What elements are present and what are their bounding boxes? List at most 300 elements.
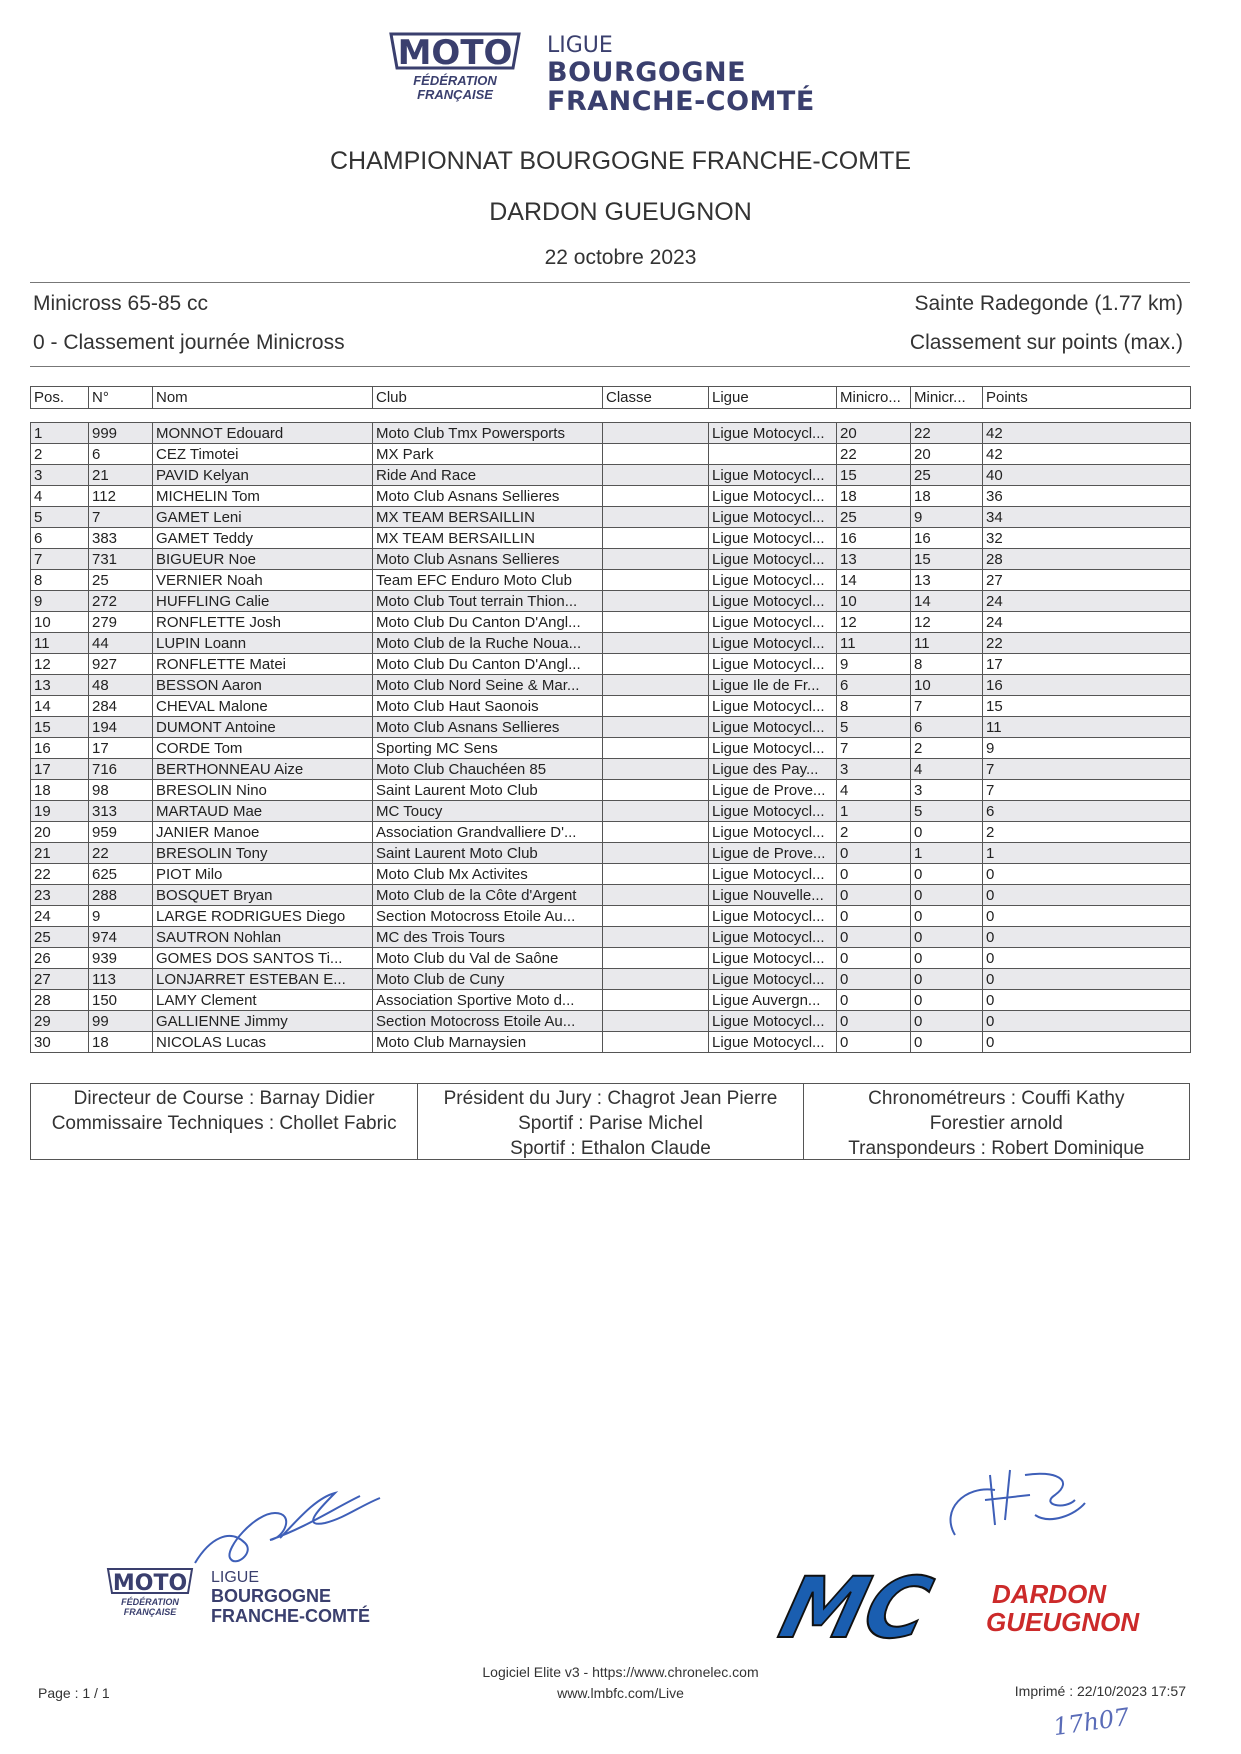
table-cell: Ligue Motocycl... (709, 591, 837, 612)
table-cell: 14 (31, 696, 89, 717)
table-cell: PAVID Kelyan (153, 465, 373, 486)
table-header-row (31, 387, 1191, 409)
handwritten-time-note: 17h07 (1051, 1702, 1132, 1742)
table-cell: MC Toucy (373, 801, 603, 822)
table-cell: 0 (837, 1011, 911, 1032)
table-cell: 13 (837, 549, 911, 570)
table-cell: 22 (983, 633, 1191, 654)
table-cell: LAMY Clement (153, 990, 373, 1011)
table-cell: Moto Club Mx Activites (373, 864, 603, 885)
table-cell: 0 (837, 885, 911, 906)
officials-box (30, 1083, 1190, 1160)
signature-left-icon (185, 1468, 385, 1578)
officials-course (31, 1084, 418, 1159)
divider-bottom (30, 366, 1190, 367)
table-cell: 10 (911, 675, 983, 696)
ligue-line2: BOURGOGNE (547, 57, 747, 88)
table-cell: 0 (983, 864, 1191, 885)
table-cell (603, 507, 709, 528)
table-row (31, 675, 1191, 696)
table-cell: 927 (89, 654, 153, 675)
table-cell: MICHELIN Tom (153, 486, 373, 507)
table-cell: 25 (837, 507, 911, 528)
table-cell: BESSON Aaron (153, 675, 373, 696)
table-cell (603, 1032, 709, 1053)
table-cell (603, 696, 709, 717)
table-cell: Ligue Nouvelle... (709, 885, 837, 906)
table-cell: Ligue Motocycl... (709, 654, 837, 675)
table-cell: 42 (983, 423, 1191, 444)
table-cell: 42 (983, 444, 1191, 465)
table-cell: BIGUEUR Noe (153, 549, 373, 570)
mc-dardon-gueugnon-logo (770, 1560, 1140, 1658)
table-cell: 272 (89, 591, 153, 612)
table-cell: Sporting MC Sens (373, 738, 603, 759)
table-cell: 0 (911, 864, 983, 885)
table-cell: 9 (31, 591, 89, 612)
ligue-name-small (211, 1569, 370, 1626)
table-cell: Moto Club de la Ruche Noua... (373, 633, 603, 654)
table-cell: 731 (89, 549, 153, 570)
table-cell: BOSQUET Bryan (153, 885, 373, 906)
ligue-line3: FRANCHE-COMTÉ (547, 86, 815, 117)
table-cell: MC des Trois Tours (373, 927, 603, 948)
table-cell: Ligue Motocycl... (709, 1032, 837, 1053)
table-cell: Ligue Motocycl... (709, 927, 837, 948)
table-row (31, 654, 1191, 675)
table-cell: 17 (31, 759, 89, 780)
classification-label: 0 - Classement journée Minicross (33, 331, 345, 354)
table-cell: Moto Club Tmx Powersports (373, 423, 603, 444)
table-cell: Ligue Motocycl... (709, 633, 837, 654)
table-cell: Moto Club de Cuny (373, 969, 603, 990)
table-cell: 0 (983, 885, 1191, 906)
table-cell: 22 (837, 444, 911, 465)
table-cell: CHEVAL Malone (153, 696, 373, 717)
table-row (31, 759, 1191, 780)
moto-wordmark-small-icon (105, 1567, 195, 1595)
table-row (31, 528, 1191, 549)
divider-top (30, 282, 1190, 283)
table-cell: RONFLETTE Matei (153, 654, 373, 675)
table-cell: 27 (31, 969, 89, 990)
table-cell: 15 (31, 717, 89, 738)
table-cell: Ligue Motocycl... (709, 696, 837, 717)
table-row (31, 948, 1191, 969)
table-cell: MX Park (373, 444, 603, 465)
table-cell: 20 (31, 822, 89, 843)
table-cell: 11 (837, 633, 911, 654)
table-cell: 113 (89, 969, 153, 990)
table-cell: RONFLETTE Josh (153, 612, 373, 633)
table-cell: 18 (911, 486, 983, 507)
table-cell: 7 (983, 780, 1191, 801)
table-cell (603, 990, 709, 1011)
table-cell: Ligue Motocycl... (709, 507, 837, 528)
table-cell: 16 (31, 738, 89, 759)
table-cell: 98 (89, 780, 153, 801)
officials-jury (418, 1084, 803, 1159)
moto-wordmark-icon (385, 30, 525, 72)
table-cell: 6 (983, 801, 1191, 822)
table-cell (603, 612, 709, 633)
table-cell: 34 (983, 507, 1191, 528)
table-cell: 9 (89, 906, 153, 927)
table-cell: 0 (837, 990, 911, 1011)
table-cell (603, 906, 709, 927)
table-cell: Ligue Motocycl... (709, 738, 837, 759)
table-cell: Moto Club Haut Saonois (373, 696, 603, 717)
federation-small-line1: FÉDÉRATION (121, 1597, 179, 1607)
column-header: Points (983, 387, 1191, 409)
table-cell (603, 864, 709, 885)
table-cell: 15 (983, 696, 1191, 717)
table-cell: 23 (31, 885, 89, 906)
table-cell: 625 (89, 864, 153, 885)
table-cell: 3 (911, 780, 983, 801)
table-cell: Ligue Ile de Fr... (709, 675, 837, 696)
table-row (31, 486, 1191, 507)
table-cell: Ligue Motocycl... (709, 906, 837, 927)
table-cell: 0 (983, 927, 1191, 948)
table-cell: 9 (911, 507, 983, 528)
official-line: Président du Jury : Chagrot Jean Pierre (443, 1088, 778, 1109)
table-cell: 48 (89, 675, 153, 696)
table-cell: 0 (837, 927, 911, 948)
table-cell: 36 (983, 486, 1191, 507)
table-cell: Ligue de Prove... (709, 780, 837, 801)
table-cell (603, 738, 709, 759)
table-row (31, 465, 1191, 486)
column-header: Minicr... (911, 387, 983, 409)
table-cell: 10 (31, 612, 89, 633)
table-cell (603, 801, 709, 822)
table-cell: SAUTRON Nohlan (153, 927, 373, 948)
table-cell: 959 (89, 822, 153, 843)
official-line: Sportif : Parise Michel (518, 1113, 703, 1134)
svg-text:MOTO: MOTO (397, 33, 513, 73)
table-cell: 0 (983, 948, 1191, 969)
table-cell: 25 (911, 465, 983, 486)
table-cell: 30 (31, 1032, 89, 1053)
table-cell (603, 591, 709, 612)
table-cell: LUPIN Loann (153, 633, 373, 654)
table-cell: 2 (983, 822, 1191, 843)
table-cell (603, 633, 709, 654)
table-cell: MX TEAM BERSAILLIN (373, 528, 603, 549)
table-cell: 20 (837, 423, 911, 444)
table-cell (603, 759, 709, 780)
table-cell: 15 (911, 549, 983, 570)
table-cell: 8 (31, 570, 89, 591)
ligue-logo-header (385, 30, 845, 120)
table-cell: 0 (837, 864, 911, 885)
table-cell: 3 (31, 465, 89, 486)
table-row (31, 507, 1191, 528)
table-row (31, 591, 1191, 612)
table-cell: Ligue Motocycl... (709, 486, 837, 507)
column-header: Club (373, 387, 603, 409)
table-cell: 999 (89, 423, 153, 444)
table-cell: 0 (911, 885, 983, 906)
table-cell: GAMET Leni (153, 507, 373, 528)
results-table (30, 386, 1191, 1053)
table-cell: Moto Club Du Canton D'Angl... (373, 654, 603, 675)
table-cell: Ligue de Prove... (709, 843, 837, 864)
table-row (31, 612, 1191, 633)
table-cell: Moto Club Nord Seine & Mar... (373, 675, 603, 696)
table-cell: 19 (31, 801, 89, 822)
table-cell: 20 (911, 444, 983, 465)
table-cell: Moto Club Marnaysien (373, 1032, 603, 1053)
table-cell: GAMET Teddy (153, 528, 373, 549)
table-cell: Moto Club de la Côte d'Argent (373, 885, 603, 906)
table-cell: 11 (31, 633, 89, 654)
ligue-small-line2: BOURGOGNE (211, 1586, 332, 1606)
table-cell: 5 (31, 507, 89, 528)
table-cell: 21 (89, 465, 153, 486)
table-row (31, 570, 1191, 591)
table-cell: CEZ Timotei (153, 444, 373, 465)
column-header: Minicro... (837, 387, 911, 409)
table-cell: 7 (837, 738, 911, 759)
table-cell: 1 (911, 843, 983, 864)
ligue-small-line3: FRANCHE-COMTÉ (211, 1606, 370, 1626)
table-row (31, 822, 1191, 843)
table-cell: 26 (31, 948, 89, 969)
table-cell: 0 (837, 969, 911, 990)
table-cell: Section Motocross Etoile Au... (373, 1011, 603, 1032)
table-cell: 1 (31, 423, 89, 444)
svg-text:GUEUGNON: GUEUGNON (986, 1607, 1140, 1637)
table-cell (603, 570, 709, 591)
table-cell: 716 (89, 759, 153, 780)
table-cell: 939 (89, 948, 153, 969)
table-cell: 16 (911, 528, 983, 549)
table-cell: MARTAUD Mae (153, 801, 373, 822)
table-cell: Ride And Race (373, 465, 603, 486)
table-cell: 40 (983, 465, 1191, 486)
table-cell: LONJARRET ESTEBAN E... (153, 969, 373, 990)
table-cell: 11 (983, 717, 1191, 738)
table-cell: HUFFLING Calie (153, 591, 373, 612)
table-cell: Ligue Motocycl... (709, 423, 837, 444)
table-cell: 6 (911, 717, 983, 738)
table-cell (603, 948, 709, 969)
column-header: Classe (603, 387, 709, 409)
table-cell (603, 549, 709, 570)
table-cell: 2 (837, 822, 911, 843)
column-header: Nom (153, 387, 373, 409)
table-cell: 0 (911, 1011, 983, 1032)
table-cell: Ligue Auvergn... (709, 990, 837, 1011)
table-cell: 4 (31, 486, 89, 507)
table-cell (603, 465, 709, 486)
table-cell: 21 (31, 843, 89, 864)
table-cell: 18 (837, 486, 911, 507)
table-cell: 0 (983, 969, 1191, 990)
table-cell: Association Sportive Moto d... (373, 990, 603, 1011)
table-cell: 16 (837, 528, 911, 549)
table-row (31, 801, 1191, 822)
table-cell: Ligue Motocycl... (709, 549, 837, 570)
table-cell: Saint Laurent Moto Club (373, 780, 603, 801)
table-cell: Moto Club Asnans Sellieres (373, 717, 603, 738)
table-cell: 5 (911, 801, 983, 822)
table-row (31, 423, 1191, 444)
table-cell: 13 (911, 570, 983, 591)
ligue-line1: LIGUE (547, 33, 613, 58)
table-cell: 7 (89, 507, 153, 528)
table-cell: BRESOLIN Nino (153, 780, 373, 801)
federation-line1: FÉDÉRATION (413, 73, 497, 88)
table-cell: 25 (89, 570, 153, 591)
website-line: www.lmbfc.com/Live (557, 1685, 684, 1701)
ligue-logo-footer (105, 1567, 405, 1637)
official-line: Commissaire Techniques : Chollet Fabric (51, 1113, 397, 1134)
ligue-small-line1: LIGUE (211, 1569, 260, 1586)
federation-small-line2: FRANÇAISE (123, 1607, 177, 1617)
table-row (31, 906, 1191, 927)
table-cell: Saint Laurent Moto Club (373, 843, 603, 864)
table-cell: 150 (89, 990, 153, 1011)
svg-text:MC: MC (770, 1560, 941, 1658)
table-cell: 18 (89, 1032, 153, 1053)
table-cell: 0 (911, 906, 983, 927)
championship-title: CHAMPIONNAT BOURGOGNE FRANCHE-COMTE (329, 147, 912, 175)
table-cell (603, 927, 709, 948)
table-cell: 27 (983, 570, 1191, 591)
table-cell: 18 (31, 780, 89, 801)
table-cell: MONNOT Edouard (153, 423, 373, 444)
table-cell: 24 (983, 591, 1191, 612)
table-cell: 22 (31, 864, 89, 885)
page-number: Page : 1 / 1 (38, 1685, 110, 1701)
table-cell: 32 (983, 528, 1191, 549)
table-cell (603, 822, 709, 843)
table-cell: Ligue des Pay... (709, 759, 837, 780)
table-cell: 10 (837, 591, 911, 612)
table-row (31, 1011, 1191, 1032)
officials-timing (804, 1084, 1189, 1159)
signature-right-icon (935, 1455, 1095, 1545)
event-date: 22 octobre 2023 (544, 246, 697, 269)
table-cell: 974 (89, 927, 153, 948)
table-cell: 1 (837, 801, 911, 822)
table-cell: PIOT Milo (153, 864, 373, 885)
table-cell (603, 885, 709, 906)
table-cell: 2 (31, 444, 89, 465)
official-line: Sportif : Ethalon Claude (510, 1138, 711, 1159)
table-cell: 0 (911, 969, 983, 990)
table-cell: 17 (89, 738, 153, 759)
table-cell (603, 486, 709, 507)
moto-federation-badge (385, 30, 525, 118)
table-cell: Ligue Motocycl... (709, 528, 837, 549)
table-cell: 279 (89, 612, 153, 633)
official-line: Directeur de Course : Barnay Didier (73, 1088, 375, 1109)
table-cell: Ligue Motocycl... (709, 864, 837, 885)
table-cell: 7 (31, 549, 89, 570)
table-row (31, 738, 1191, 759)
software-line: Logiciel Elite v3 - https://www.chronelec.com (482, 1664, 759, 1680)
table-cell: Ligue Motocycl... (709, 1011, 837, 1032)
table-row (31, 549, 1191, 570)
table-spacer-row (31, 409, 1191, 423)
printed-timestamp: Imprimé : 22/10/2023 17:57 (1014, 1683, 1186, 1699)
table-cell: 12 (911, 612, 983, 633)
table-cell: Moto Club Du Canton D'Angl... (373, 612, 603, 633)
table-cell: 313 (89, 801, 153, 822)
federation-line2: FRANÇAISE (417, 87, 493, 102)
table-cell (603, 969, 709, 990)
table-cell: Ligue Motocycl... (709, 801, 837, 822)
table-cell: 8 (911, 654, 983, 675)
table-cell: 0 (983, 1032, 1191, 1053)
table-cell: Moto Club Asnans Sellieres (373, 486, 603, 507)
table-row (31, 990, 1191, 1011)
table-cell: DUMONT Antoine (153, 717, 373, 738)
table-cell: 0 (983, 1011, 1191, 1032)
table-cell: GOMES DOS SANTOS Ti... (153, 948, 373, 969)
table-cell (603, 1011, 709, 1032)
table-cell: BRESOLIN Tony (153, 843, 373, 864)
table-cell: 28 (31, 990, 89, 1011)
svg-text:DARDON: DARDON (992, 1579, 1107, 1609)
table-cell: Ligue Motocycl... (709, 612, 837, 633)
table-cell (603, 717, 709, 738)
track-label: Sainte Radegonde (1.77 km) (914, 292, 1183, 315)
table-cell: 4 (911, 759, 983, 780)
table-cell: 3 (837, 759, 911, 780)
table-row (31, 885, 1191, 906)
table-cell: Ligue Motocycl... (709, 717, 837, 738)
table-cell: Section Motocross Etoile Au... (373, 906, 603, 927)
table-row (31, 927, 1191, 948)
table-cell: 6 (837, 675, 911, 696)
table-cell: 22 (89, 843, 153, 864)
svg-text:MOTO: MOTO (112, 1571, 188, 1596)
table-cell: JANIER Manoe (153, 822, 373, 843)
table-cell: VERNIER Noah (153, 570, 373, 591)
table-cell (603, 675, 709, 696)
table-cell: BERTHONNEAU Aize (153, 759, 373, 780)
table-row (31, 444, 1191, 465)
table-cell: Ligue Motocycl... (709, 465, 837, 486)
federation-label (385, 74, 525, 102)
table-cell: Ligue Motocycl... (709, 969, 837, 990)
table-cell: 383 (89, 528, 153, 549)
table-cell (603, 843, 709, 864)
table-cell (603, 654, 709, 675)
table-cell (603, 528, 709, 549)
table-cell: 11 (911, 633, 983, 654)
table-cell: Association Grandvalliere D'... (373, 822, 603, 843)
table-cell: 8 (837, 696, 911, 717)
table-cell: 22 (911, 423, 983, 444)
table-cell: 24 (31, 906, 89, 927)
table-cell: 16 (983, 675, 1191, 696)
table-cell: 29 (31, 1011, 89, 1032)
table-cell: 7 (911, 696, 983, 717)
federation-label-small (105, 1597, 195, 1617)
table-cell: 0 (911, 948, 983, 969)
table-row (31, 969, 1191, 990)
table-cell: Ligue Motocycl... (709, 822, 837, 843)
table-cell: 0 (911, 1032, 983, 1053)
table-cell: 44 (89, 633, 153, 654)
table-cell: 9 (983, 738, 1191, 759)
